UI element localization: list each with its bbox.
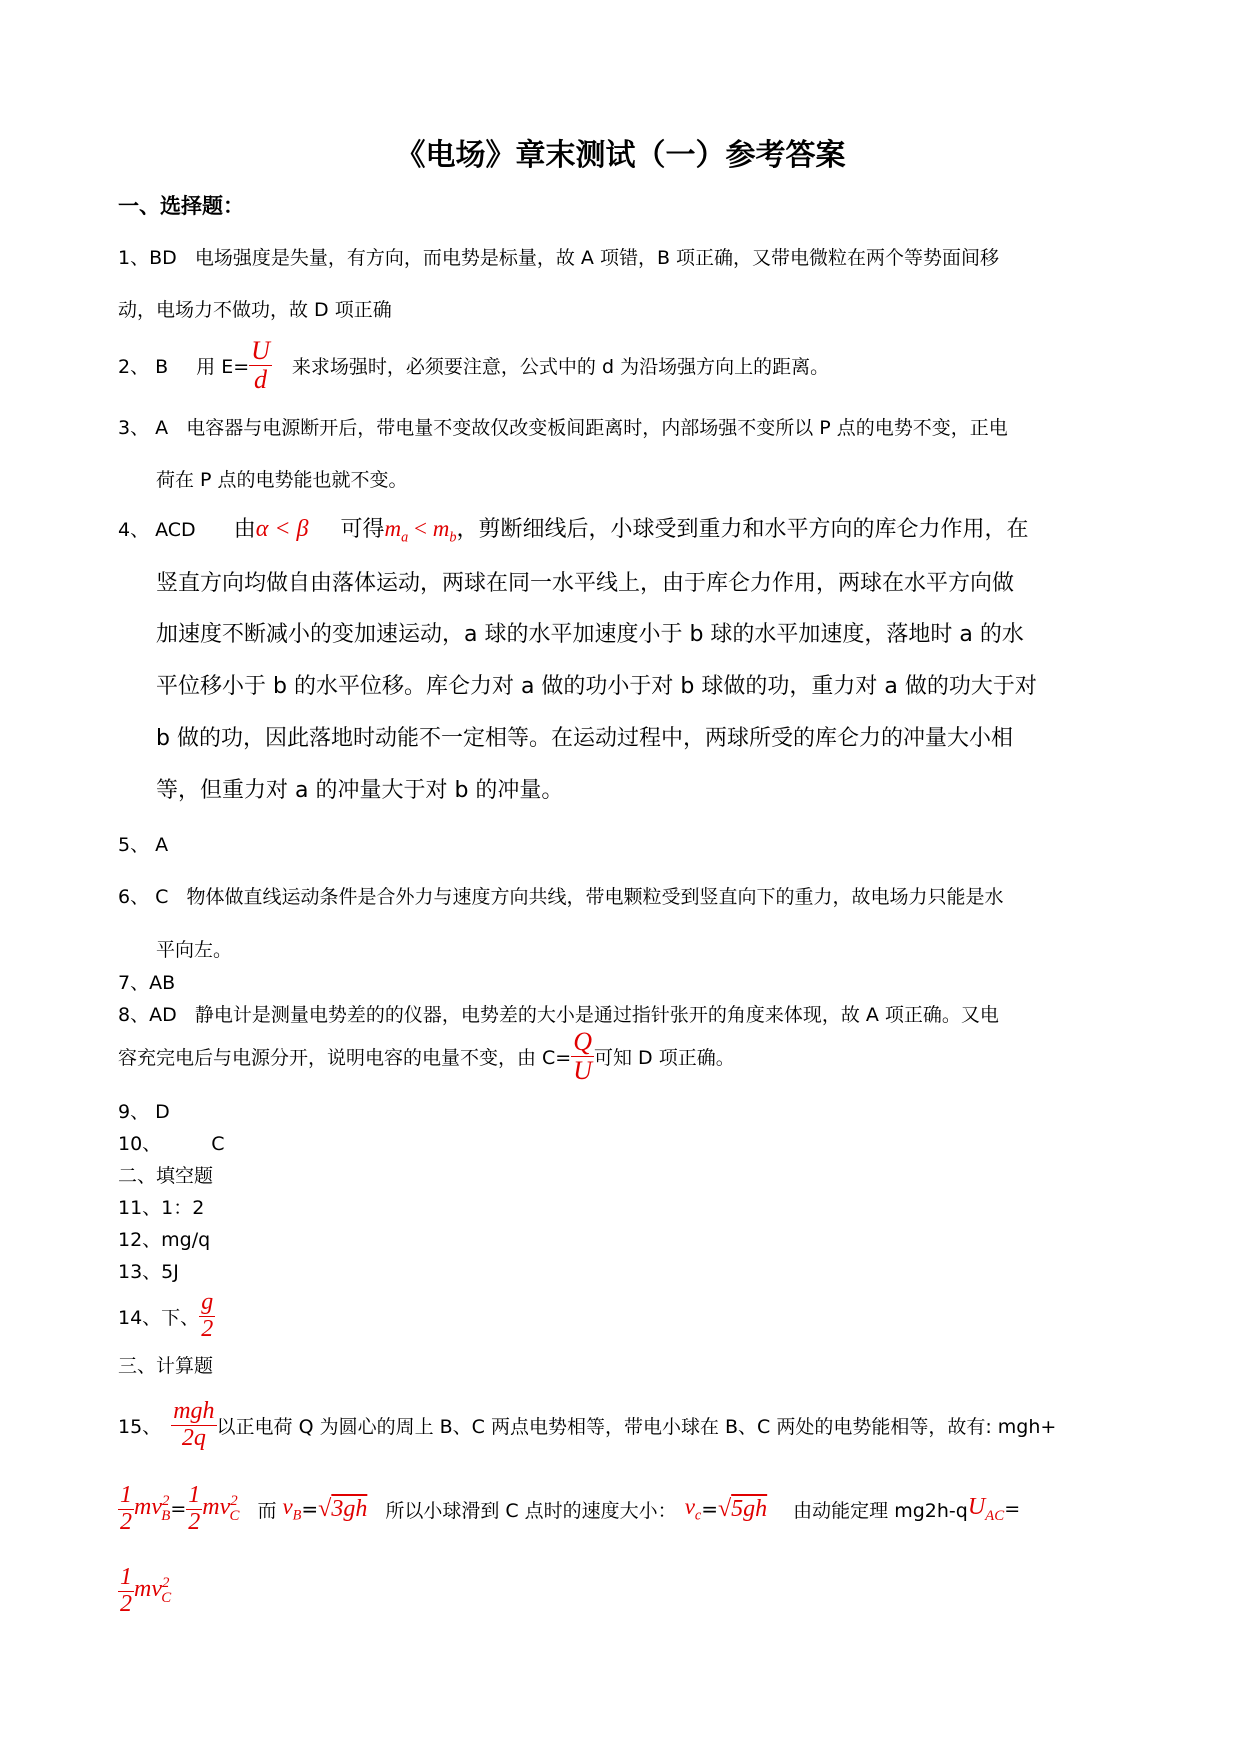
- q14-frac-den: 2: [201, 1315, 214, 1342]
- q4-post: ，剪断细线后，小球受到重力和水平方向的库仑力作用，在: [456, 517, 1029, 542]
- q15-frac-den: 2q: [181, 1424, 206, 1451]
- q4-line6: 等，但重力对 a 的冲量大于对 b 的冲量。: [156, 778, 564, 803]
- q3-text: 电容器与电源断开后，带电量不变故仅改变板间距离时，内部场强不变所以 P 点的电势不变，正电: [186, 417, 1008, 439]
- q8-line2: [118, 1026, 735, 1086]
- section-heading-choice: 一、选择题：: [118, 194, 244, 218]
- q2-post: 来求场强时，必须要注意，公式中的 d 为沿场强方向上的距离。: [291, 355, 830, 378]
- q2-line: [118, 330, 829, 400]
- q2-frac-num: U: [251, 336, 270, 366]
- q6-text: 物体做直线运动条件是合外力与速度方向共线，带电颗粒受到竖直向下的重力，故电场力只能是水: [186, 886, 1004, 908]
- q12-line: 12、mg/q: [118, 1229, 211, 1251]
- q6-line1: [118, 882, 1004, 909]
- q15-mid: 所以小球滑到 C 点时的速度大小：: [385, 1499, 677, 1522]
- q15-UAC: $U_{AC}$: [967, 1493, 1005, 1524]
- q8-post: 可知 D 项正确。: [594, 1046, 735, 1069]
- section-heading-calc: 三、计算题: [118, 1355, 214, 1377]
- q3-line1: [118, 413, 1008, 440]
- q9-line: 9、 D: [118, 1101, 170, 1123]
- q5-line: 5、 A: [118, 834, 169, 856]
- q2-number: 2、 B: [118, 355, 169, 378]
- q15-number: 15、: [118, 1415, 162, 1438]
- q15-eq3: =: [701, 1497, 718, 1521]
- q4-line1: [118, 512, 1028, 547]
- q15-line2: [118, 1478, 1020, 1540]
- q15-sqrt-5gh: √5gh: [718, 1495, 768, 1522]
- q2-fraction: [249, 337, 272, 393]
- q15-text1: 以正电荷 Q 为圆心的周上 B、C 两点电势相等，带电小球在 B、C 两处的电势能相等，故有: mgh+: [216, 1415, 1057, 1438]
- q15-eq2: =: [301, 1497, 319, 1521]
- section-heading-fill: 二、填空题: [118, 1165, 214, 1187]
- q3-number: 3、 A: [118, 417, 169, 439]
- q4-mid: 可得: [340, 517, 385, 542]
- q8-line1: [118, 1000, 999, 1027]
- q4-line2: 竖直方向均做自由落体运动，两球在同一水平线上，由于库仑力作用，两球在水平方向做: [156, 571, 1015, 596]
- q11-line: 11、1：2: [118, 1197, 205, 1219]
- q4-pre: 由: [233, 517, 256, 542]
- q1-text: 电场强度是失量，有方向，而电势是标量，故 A 项错，B 项正确，又带电微粒在两个等势面间移: [194, 247, 1000, 269]
- q15-mvC2-final: $mv^2_C$: [134, 1575, 172, 1606]
- q8-frac-den: U: [573, 1055, 593, 1085]
- q10-line: [118, 1129, 224, 1156]
- q4-line5: b 做的功，因此落地时动能不一定相等。在运动过程中，两球所受的库仑力的冲量大小相: [156, 726, 1013, 751]
- q14-fraction: [199, 1290, 215, 1341]
- q7-line: 7、AB: [118, 972, 176, 994]
- q15-mvB2: $mv^2_B$: [134, 1493, 171, 1524]
- q4-cond-alpha-beta: α < β: [255, 516, 309, 542]
- q14-frac-num: g: [201, 1289, 214, 1316]
- q4-line4: 平位移小于 b 的水平位移。库仑力对 a 做的功小于对 b 球做的功，重力对 a 做的功大于对: [156, 674, 1037, 699]
- page-title: 《电场》章末测试（一）参考答案: [395, 138, 846, 173]
- q15-frac-num: mgh: [173, 1398, 215, 1425]
- q15-eq: =: [170, 1498, 187, 1520]
- q2-frac-den: d: [254, 364, 268, 394]
- q14-line: [118, 1286, 215, 1346]
- q8-pre: 容充完电后与电源分开，说明电容的电量不变，由 C=: [118, 1046, 572, 1069]
- q15-sqrt-3gh: √3gh: [318, 1495, 368, 1522]
- q4-cond-mass: $m_a < m_b$: [384, 516, 457, 546]
- q1-line2: 动，电场力不做功，故 D 项正确: [118, 299, 392, 321]
- q1-number: 1、BD: [118, 247, 177, 269]
- q8-fraction: [571, 1028, 594, 1084]
- q6-number: 6、 C: [118, 886, 169, 908]
- q10-answer: C: [211, 1133, 225, 1155]
- q13-line: 13、5J: [118, 1261, 179, 1283]
- q15-line3: [118, 1560, 171, 1622]
- q15-tail-eq: =: [1004, 1498, 1021, 1520]
- q15-line1: [118, 1392, 1056, 1458]
- q2-pre: 用 E=: [196, 355, 250, 378]
- q15-vc: $v_c$: [684, 1493, 702, 1524]
- q15-half-3: $\frac{1}{2}$: [120, 1564, 132, 1617]
- q15-tail: 由动能定理 mg2h-q: [793, 1499, 968, 1522]
- q15-fraction: [171, 1399, 216, 1450]
- q3-line2: 荷在 P 点的电势能也就不变。: [156, 469, 408, 491]
- q10-number: 10、: [118, 1133, 162, 1155]
- q15-mvC2: $mv^2_C$: [202, 1493, 240, 1524]
- q14-pre: 14、下、: [118, 1306, 200, 1329]
- q8-text: 静电计是测量电势差的的仪器，电势差的大小是通过指针张开的角度来体现，故 A 项正确。又电: [194, 1004, 999, 1026]
- q1-line1: [118, 243, 999, 270]
- q15-half-1: $\frac{1}{2}$: [120, 1482, 132, 1535]
- q4-number: 4、 ACD: [118, 519, 196, 541]
- q15-half-2: $\frac{1}{2}$: [188, 1482, 201, 1535]
- q8-number: 8、AD: [118, 1004, 177, 1026]
- q15-vB: $v_B$: [282, 1493, 302, 1524]
- q15-and: 而: [257, 1499, 277, 1522]
- q8-frac-num: Q: [573, 1027, 593, 1057]
- q4-line3: 加速度不断减小的变加速运动，a 球的水平加速度小于 b 球的水平加速度，落地时 a 的水: [156, 622, 1024, 647]
- q6-line2: 平向左。: [156, 939, 233, 961]
